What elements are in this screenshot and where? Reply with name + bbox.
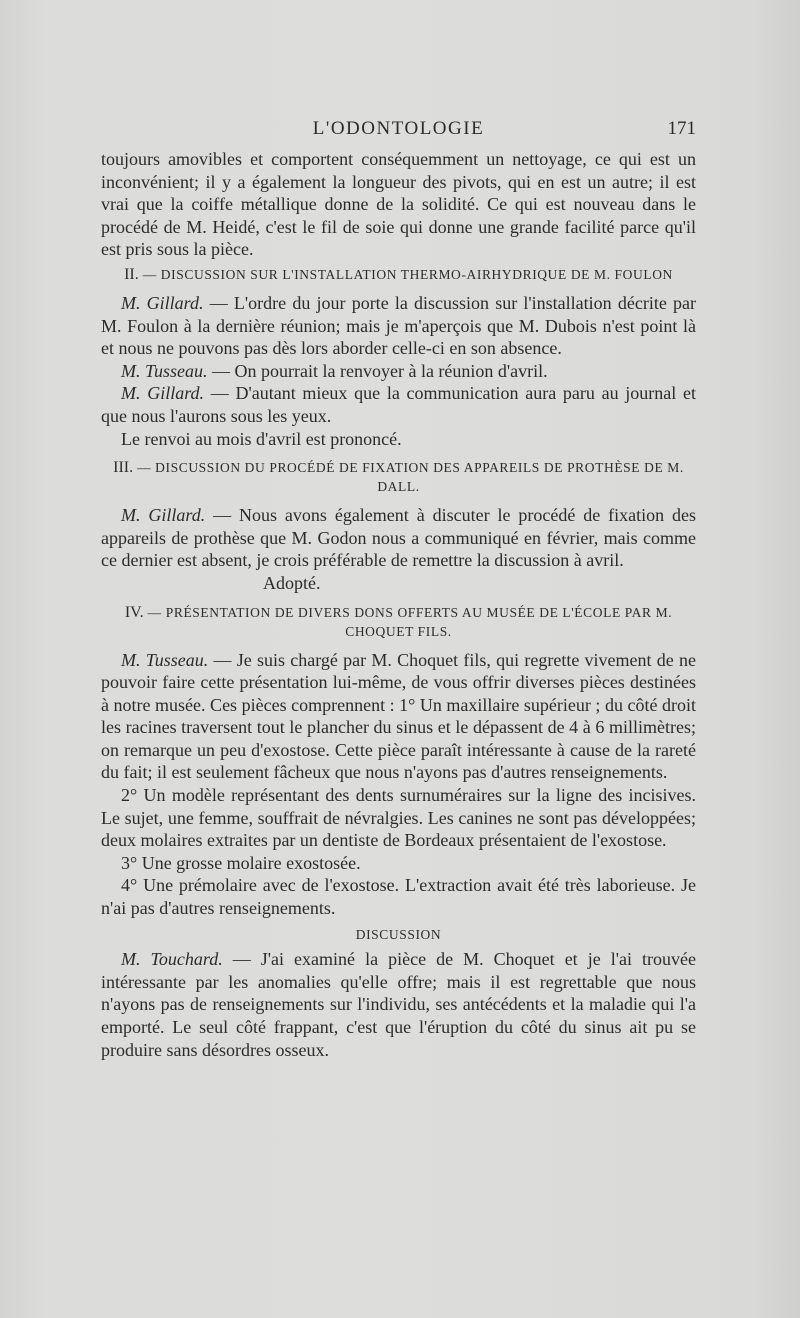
section-number: IV. xyxy=(124,603,144,621)
speech-text: — On pourrait la renvoyer à la réunion d'avril. xyxy=(207,360,548,381)
paragraph-adopted: Adopté. xyxy=(263,572,321,593)
section-heading-3 xyxy=(101,458,696,496)
speech-text: — L'ordre du jour porte la discussion sur l'installation décrite par M. Foulon à la dernière réunion; mais je m'aperçois que M. Dubois n'est point là et nous ne pouvons pas dès lors aborder celle-ci en son absence. xyxy=(101,292,696,359)
speech-text: — Nous avons également à discuter le procédé de fixation des appareils de prothèse que M. Godon nous a communiqué en février, mais comme ce dernier est absent, je crois préférable de remettre la discussion à avril. xyxy=(101,505,696,571)
paragraph-speech xyxy=(101,649,696,785)
speaker-name: M. Gillard. xyxy=(121,505,206,526)
discussion-heading: DISCUSSION xyxy=(355,926,442,942)
section-title: — DISCUSSION SUR L'INSTALLATION THERMO-AIRHYDRIQUE DE M. FOULON xyxy=(142,266,673,282)
speaker-name: M. Tusseau. xyxy=(121,360,208,381)
speaker-name: M. Gillard. xyxy=(121,292,204,313)
paragraph-speech xyxy=(101,360,696,383)
speaker-name: M. Touchard. xyxy=(121,949,223,970)
paragraph-speech xyxy=(101,382,696,427)
paragraph-continuation: toujours amovibles et comportent conséquemment un nettoyage, ce qui est un inconvénient; il y a également la longueur des pivots, qui en est un autre; il est vrai que la coiffe métallique donne de la solidité. Ce qui est nouveau dans le procédé de M. Heidé, c'est le fil de soie qui donne une grande facilité parce qu'il est pris sous la pièce. xyxy=(101,149,696,260)
page-number: 171 xyxy=(667,118,696,139)
running-title: L'ODONTOLOGIE xyxy=(312,118,485,139)
section-heading-4 xyxy=(101,603,696,641)
paragraph-speech xyxy=(101,504,696,572)
page-body xyxy=(101,148,696,1061)
section-number: II. xyxy=(124,265,139,283)
section-heading-2 xyxy=(101,265,696,284)
section-title: — PRÉSENTATION DE DIVERS DONS OFFERTS AU MUSÉE DE L'ÉCOLE PAR M. CHOQUET FILS. xyxy=(147,604,673,639)
speech-text: — Je suis chargé par M. Choquet fils, qui regrette vivement de ne pouvoir faire cette présentation lui-même, de vous offrir diverses pièces destinées à notre musée. Ces pièces comprennent : 1° Un maxillaire supérieur ; du côté droit les racines traversent tout le plancher du sinus et le dépassent de 4 à 6 millimètres; on remarque un peu d'exostose. Cette pièce paraît intéressante à cause de la rareté du fait; il est seulement fâcheux que nous n'ayons pas d'autres renseignements. xyxy=(101,649,697,783)
paragraph-item: 4° Une prémolaire avec de l'exostose. L'extraction avait été très laborieuse. Je n'ai pas d'autres renseignements. xyxy=(101,875,696,919)
paragraph-decision: Le renvoi au mois d'avril est prononcé. xyxy=(121,428,402,449)
paragraph-item: 2° Un modèle représentant des dents surnuméraires sur la ligne des incisives. Le sujet, une femme, souffrait de névralgies. Les canines ne sont pas développées; deux molaires extraites par un dentiste de Bordeaux présentaient de l'exostose. xyxy=(101,785,696,851)
paragraph-speech xyxy=(101,948,696,1061)
speaker-name: M. Tusseau. xyxy=(121,649,209,670)
speech-text: — D'autant mieux que la communication aura paru au journal et que nous l'aurons sous les yeux. xyxy=(101,383,696,426)
section-number: III. xyxy=(113,459,134,477)
paragraph-speech xyxy=(101,292,696,360)
speech-text: — J'ai examiné la pièce de M. Choquet et je l'ai trouvée intéressante par les anomalies qu'elle offre; mais il est regrettable que nous n'ayons pas de renseignements sur l'individu, ses antécédents et la maladie qui l'a emporté. Le seul côté frappant, c'est que l'éruption du côté du sinus ait pu se produire sans désordres osseux. xyxy=(101,949,696,1060)
paragraph-item: 3° Une grosse molaire exostosée. xyxy=(121,852,361,873)
page-header xyxy=(101,114,696,144)
speaker-name: M. Gillard. xyxy=(121,383,205,404)
section-title: — DISCUSSION DU PROCÉDÉ DE FIXATION DES APPAREILS DE PROTHÈSE DE M. DALL. xyxy=(137,460,684,495)
